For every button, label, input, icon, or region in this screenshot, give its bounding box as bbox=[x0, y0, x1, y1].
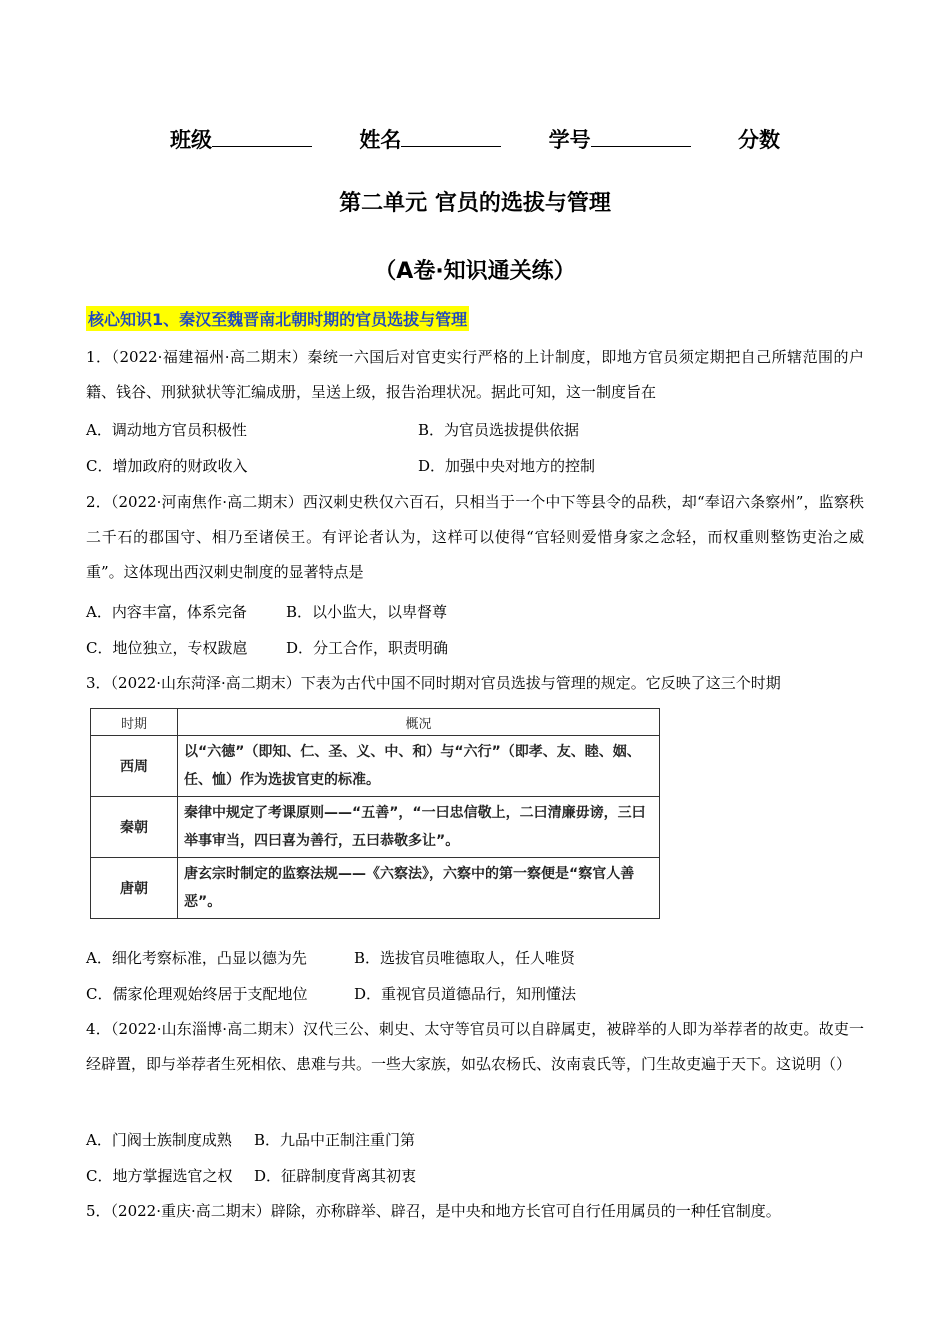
question-2-stem: 2．（2022·河南焦作·高二期末）西汉刺史秩仅六百石，只相当于一个中下等县令的品秩，却“奉诏六条察州”，监察秩二千石的郡国守、相乃至诸侯王。有评论者认为，这样可以使得“官轻则爱惜身家之念轻，而权重则整饬吏治之威重”。这体现出西汉刺史制度的显著特点是 bbox=[86, 493, 864, 581]
table-row bbox=[91, 797, 660, 858]
table-row bbox=[91, 736, 660, 797]
question-2-option-b[interactable]: B．以小监大，以卑督尊 bbox=[286, 603, 448, 621]
table-cell-desc: 秦律中规定了考课原则——“五善”，“一曰忠信敬上，二曰清廉毋谤，三曰举事审当，四曰喜为善行，五曰恭敬多让”。 bbox=[178, 797, 660, 858]
question-4-option-c[interactable]: C．地方掌握选官之权 bbox=[86, 1167, 233, 1185]
question-3-table bbox=[90, 708, 660, 919]
score-field: 分数 bbox=[737, 128, 780, 152]
table-row bbox=[91, 858, 660, 919]
question-3-option-c[interactable]: C．儒家伦理观始终居于支配地位 bbox=[86, 985, 308, 1003]
table-header-summary: 概况 bbox=[178, 709, 660, 736]
question-1-option-b[interactable]: B．为官员选拔提供依据 bbox=[418, 421, 580, 439]
table-header-row bbox=[91, 709, 660, 736]
question-1-option-d[interactable]: D．加强中央对地方的控制 bbox=[418, 457, 596, 475]
class-blank[interactable] bbox=[212, 128, 312, 147]
name-blank[interactable] bbox=[401, 128, 501, 147]
class-field: 班级 bbox=[170, 124, 312, 154]
table-cell-period: 唐朝 bbox=[91, 858, 178, 919]
question-2-option-c[interactable]: C．地位独立，专权跋扈 bbox=[86, 639, 248, 657]
question-1-option-a[interactable]: A．调动地方官员积极性 bbox=[86, 421, 247, 439]
page-subtitle: （A卷·知识通关练） bbox=[374, 259, 576, 284]
question-4-option-a[interactable]: A．门阀士族制度成熟 bbox=[86, 1131, 232, 1149]
question-3-option-d[interactable]: D．重视官员道德品行，知刑懂法 bbox=[354, 985, 577, 1003]
question-5-stem: 5．（2022·重庆·高二期末）辟除，亦称辟举、辟召，是中央和地方长官可自行任用属员的一种任官制度。 bbox=[86, 1202, 781, 1220]
section-heading: 核心知识1、秦汉至魏晋南北朝时期的官员选拔与管理 bbox=[86, 306, 469, 331]
question-4-option-d[interactable]: D．征辟制度背离其初衷 bbox=[254, 1167, 417, 1185]
page-title: 第二单元 官员的选拔与管理 bbox=[339, 191, 611, 216]
table-header-period: 时期 bbox=[91, 709, 178, 736]
question-2-option-d[interactable]: D．分工合作，职责明确 bbox=[286, 639, 449, 657]
id-field: 学号 bbox=[549, 124, 691, 154]
header-fields bbox=[0, 124, 950, 154]
id-blank[interactable] bbox=[591, 128, 691, 147]
name-field: 姓名 bbox=[359, 124, 501, 154]
question-3-stem: 3．（2022·山东菏泽·高二期末）下表为古代中国不同时期对官员选拔与管理的规定。它反映了这三个时期 bbox=[86, 674, 781, 692]
table-cell-desc: 唐玄宗时制定的监察法规——《六察法》，六察中的第一察便是“察官人善恶”。 bbox=[178, 858, 660, 919]
question-3-option-a[interactable]: A．细化考察标准，凸显以德为先 bbox=[86, 949, 307, 967]
question-4-stem: 4．（2022·山东淄博·高二期末）汉代三公、刺史、太守等官员可以自辟属吏，被辟举的人即为举荐者的故吏。故吏一经辟置，即与举荐者生死相依、患难与共。一些大家族，如弘农杨氏、汝南袁氏等，门生故吏遍于天下。这说明（） bbox=[86, 1020, 864, 1073]
question-3-option-b[interactable]: B．选拔官员唯德取人，任人唯贤 bbox=[354, 949, 576, 967]
question-1-option-c[interactable]: C．增加政府的财政收入 bbox=[86, 457, 248, 475]
question-1-stem: 1．（2022·福建福州·高二期末）秦统一六国后对官吏实行严格的上计制度，即地方官员须定期把自己所辖范围的户籍、钱谷、刑狱狱状等汇编成册，呈送上级，报告治理状况。据此可知，这一制度旨在 bbox=[86, 348, 864, 401]
table-cell-period: 秦朝 bbox=[91, 797, 178, 858]
table-cell-period: 西周 bbox=[91, 736, 178, 797]
question-2-option-a[interactable]: A．内容丰富，体系完备 bbox=[86, 603, 247, 621]
table-cell-desc: 以“六德”（即知、仁、圣、义、中、和）与“六行”（即孝、友、睦、姻、任、恤）作为选拔官吏的标准。 bbox=[178, 736, 660, 797]
question-4-option-b[interactable]: B．九品中正制注重门第 bbox=[254, 1131, 416, 1149]
